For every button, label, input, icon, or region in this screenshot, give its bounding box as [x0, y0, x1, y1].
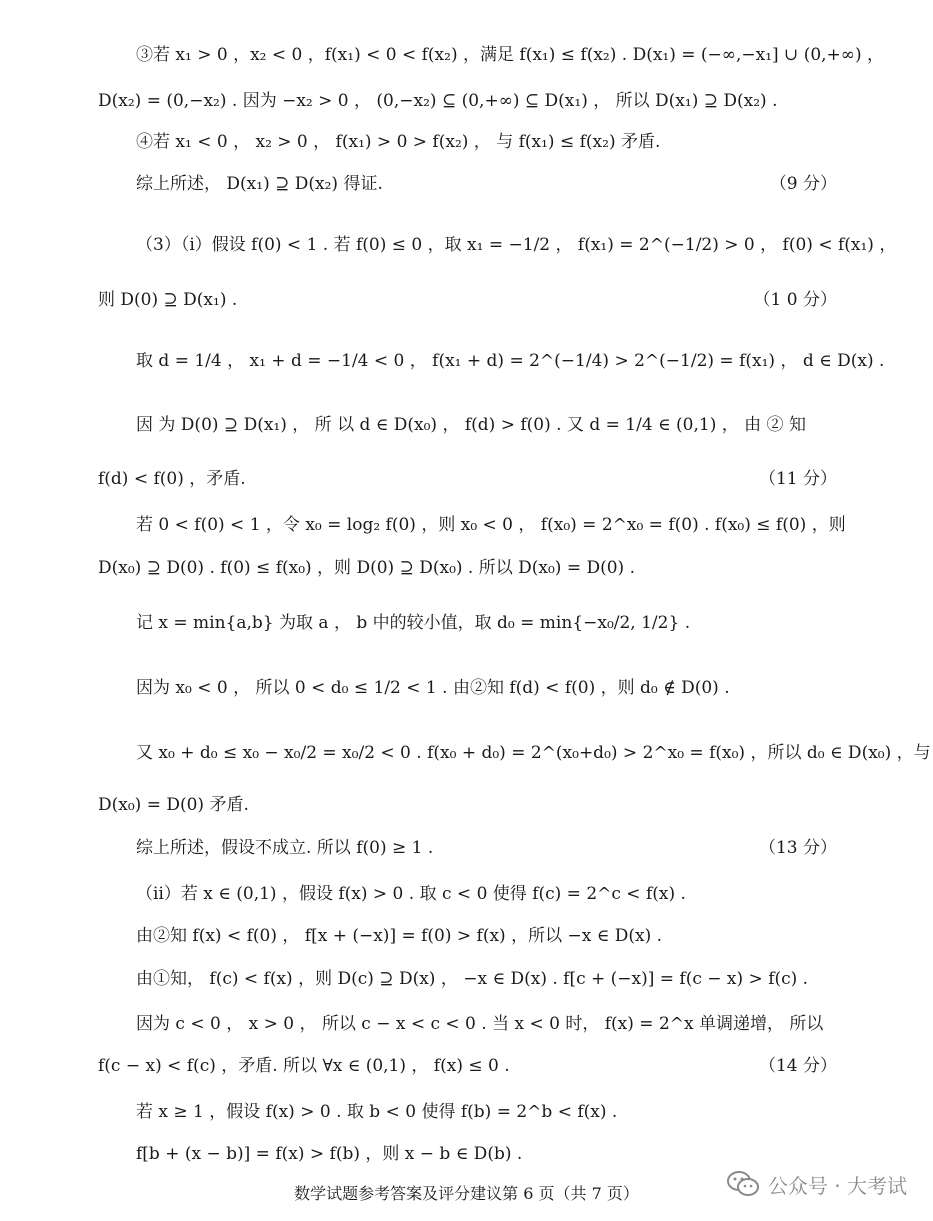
text-line — [0, 738, 933, 768]
watermark-text: 公众号 · 大考试 — [767, 1173, 907, 1198]
text-line — [0, 921, 933, 951]
line-text: D(x₀) ⊇ D(0) . f(0) ≤ f(x₀) ，则 D(0) ⊇ D(x₀) . 所以 D(x₀) = D(0) . — [98, 558, 636, 578]
line-text: 又 x₀ + d₀ ≤ x₀ − x₀/2 = x₀/2 < 0 . f(x₀ + d₀) = 2^(x₀+d₀) > 2^x₀ = f(x₀) ，所以 d₀ ∈ D(x₀) ，与 — [136, 743, 931, 763]
line-text: 若 x ≥ 1 ，假设 f(x) > 0 . 取 b < 0 使得 f(b) = 2^b < f(x) . — [136, 1102, 618, 1122]
text-line — [0, 1009, 933, 1039]
line-text: 取 d = 1/4 ， x₁ + d = −1/4 < 0 ， f(x₁ + d) = 2^(−1/4) > 2^(−1/2) = f(x₁) ， d ∈ D(x) . — [136, 351, 885, 371]
page-footer: 数学试题参考答案及评分建议第 6 页（共 7 页） — [294, 1184, 639, 1203]
text-line — [0, 510, 933, 540]
line-text: f(d) < f(0) ，矛盾. — [98, 469, 246, 489]
text-line — [0, 790, 933, 820]
text-line — [0, 285, 933, 315]
line-text: f(c − x) < f(c) ，矛盾. 所以 ∀x ∈ (0,1) ， f(x) ≤ 0 . — [98, 1056, 510, 1076]
text-line — [0, 127, 933, 157]
line-text: （3）（ⅰ）假设 f(0) < 1 . 若 f(0) ≤ 0 ，取 x₁ = −1/2 ， f(x₁) = 2^(−1/2) > 0 ， f(0) < f(x₁) ， — [136, 235, 897, 255]
text-line — [0, 1139, 933, 1169]
score-label: （13 分） — [758, 838, 837, 858]
text-line — [0, 464, 933, 494]
text-line — [0, 410, 933, 440]
line-text: 因为 x₀ < 0 ， 所以 0 < d₀ ≤ 1/2 < 1 . 由②知 f(d) < f(0) ，则 d₀ ∉ D(0) . — [136, 678, 730, 698]
score-label: （9 分） — [769, 174, 837, 194]
text-line — [0, 964, 933, 994]
line-text: 若 0 < f(0) < 1 ，令 x₀ = log₂ f(0) ，则 x₀ < 0 ， f(x₀) = 2^x₀ = f(0) . f(x₀) ≤ f(0) ，则 — [136, 515, 846, 535]
text-line — [0, 1051, 933, 1081]
text-line — [0, 86, 933, 116]
line-text: D(x₀) = D(0) 矛盾. — [98, 795, 249, 815]
line-text: ④若 x₁ < 0 ， x₂ > 0 ， f(x₁) > 0 > f(x₂) ， 与 f(x₁) ≤ f(x₂) 矛盾. — [136, 132, 661, 152]
score-label: （11 分） — [758, 469, 837, 489]
line-text: 由②知 f(x) < f(0) ， f[x + (−x)] = f(0) > f(x) ，所以 −x ∈ D(x) . — [136, 926, 663, 946]
score-label: （14 分） — [758, 1056, 837, 1076]
line-text: 综上所述， D(x₁) ⊇ D(x₂) 得证. — [136, 174, 383, 194]
score-label: （1 0 分） — [753, 290, 837, 310]
text-line — [0, 1097, 933, 1127]
text-line — [0, 879, 933, 909]
line-text: ③若 x₁ > 0 ，x₂ < 0 ，f(x₁) < 0 < f(x₂) ，满足 f(x₁) ≤ f(x₂) . D(x₁) = (−∞,−x₁] ∪ (0,+∞) ， — [136, 45, 884, 65]
text-line — [0, 553, 933, 583]
line-text: f[b + (x − b)] = f(x) > f(b) ，则 x − b ∈ D(b) . — [136, 1144, 523, 1164]
text-line — [0, 833, 933, 863]
line-text: （ⅱ）若 x ∈ (0,1) ，假设 f(x) > 0 . 取 c < 0 使得 f(c) = 2^c < f(x) . — [136, 884, 686, 904]
line-text: D(x₂) = (0,−x₂) . 因为 −x₂ > 0 ， (0,−x₂) ⊆ (0,+∞) ⊆ D(x₁) ， 所以 D(x₁) ⊇ D(x₂) . — [98, 91, 778, 111]
text-line — [0, 673, 933, 703]
line-text: 因为 c < 0 ， x > 0 ， 所以 c − x < c < 0 . 当 x < 0 时， f(x) = 2^x 单调递增， 所以 — [136, 1014, 824, 1034]
line-text: 综上所述，假设不成立. 所以 f(0) ≥ 1 . — [136, 838, 434, 858]
text-line — [0, 346, 933, 376]
text-line — [0, 40, 933, 70]
line-text: 记 x = min{a,b} 为取 a ， b 中的较小值，取 d₀ = min{−x₀/2, 1/2} . — [136, 613, 691, 633]
line-text: 因 为 D(0) ⊇ D(x₁) ， 所 以 d ∈ D(x₀) ， f(d) > f(0) . 又 d = 1/4 ∈ (0,1) ， 由 ② 知 — [136, 415, 806, 435]
wechat-icon — [726, 1169, 760, 1199]
line-text: 则 D(0) ⊇ D(x₁) . — [98, 290, 238, 310]
text-line — [0, 608, 933, 638]
text-line — [0, 169, 933, 199]
text-line — [0, 230, 933, 260]
watermark — [726, 1166, 907, 1202]
line-text: 由①知， f(c) < f(x) ，则 D(c) ⊇ D(x) ， −x ∈ D(x) . f[c + (−x)] = f(c − x) > f(c) . — [136, 969, 809, 989]
